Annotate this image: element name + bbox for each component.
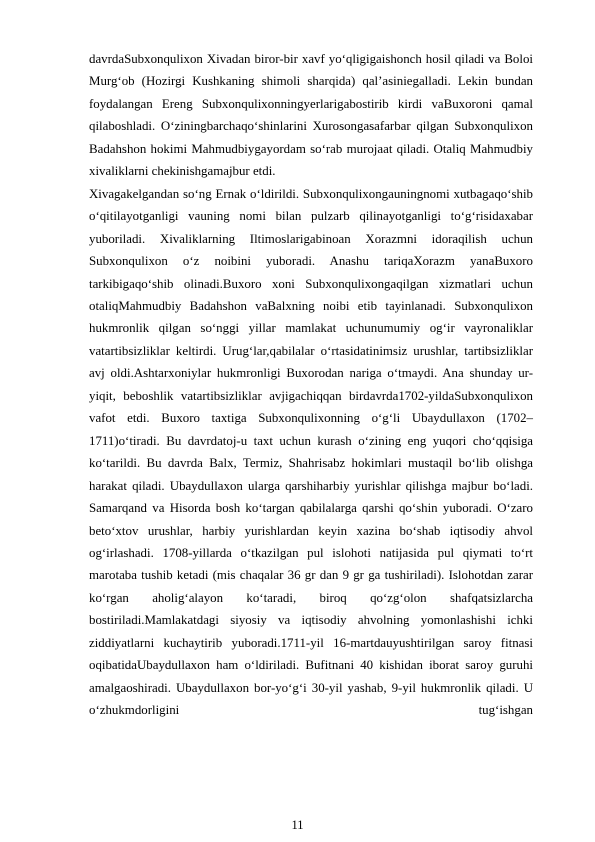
body-text [89,48,533,722]
paragraph: davrdaSubxonqulixon Xivadan biror-bir xavf yo‘qligigaishonch hosil qiladi va Boloi Murg‘ob (Hozirgi Kushkaning shimoli sharqida) qal’asiniegalladi. Lekin bundan foydalangan Ereng Subxonqulixonningyerlarigabostirib kirdi vaBuxoroni qamal qilaboshladi. O‘ziningbarchaqo‘shinlarini Xurosongasafarbar qilgan Subxonqulixon Badahshon hokimi Mahmudbiygayordam so‘rab murojaat qiladi. Otaliq Mahmudbiy xivaliklarni chekinishgamajbur etdi. [89,52,533,179]
paragraph: Xivagakelgandan so‘ng Ernak o‘ldirildi. Subxonqulixongauningnomi xutbagaqo‘shib o‘qitilayotganligi vauning nomi bilan pulzarb qilinayotganligi to‘g‘risidaxabar yuboriladi. Xivaliklarning Iltimoslarigabinoan Xorazmni idoraqilish uchun Subxonqulixon o‘z noibini yuboradi. Anashu tariqaXorazm yanaBuxoro tarkibigaqo‘shib olinadi.Buxoro xoni Subxonqulixongaqilgan xizmatlari uchun otaliqMahmudbiy Badahshon vaBalxning noibi etib tayinlanadi. Subxonqulixon hukmronlik qilgan so‘nggi yillar mamlakat uchunumumiy og‘ir vayronaliklar vatartibsizliklar keltirdi. Urug‘lar,qabilalar o‘rtasidatinimsiz urushlar, tartibsizliklar avj oldi.Ashtarxoniylar hukmronligi Buxorodan nariga o‘tmaydi. Ana shunday ur-yiqit, beboshlik vatartibsizliklar avjigachiqqan birdavrda1702-yildaSubxonqulixon vafot etdi. Buxoro taxtiga Subxonqulixonning o‘g‘li Ubaydullaxon (1702–1711)o‘tiradi. Bu davrdatoj-u taxt uchun kurash o‘zining eng yuqori cho‘qqisiga ko‘tarildi. Bu davrda Balx, Termiz, Shahrisabz hokimlari mustaqil bo‘lib olishga harakat qiladi. Ubaydullaxon ularga qarshiharbiy yurishlar qilishga majbur bo‘ladi. Samarqand va Hisorda bosh ko‘targan qabilalarga qarshi qo‘shin yuboradi. O‘zaro beto‘xtov urushlar, harbiy yurishlardan keyin xazina bo‘shab iqtisodiy ahvol og‘irlashadi. 1708-yillarda o‘tkazilgan pul islohoti natijasida pul qiymati to‘rt marotaba tushib ketadi (mis chaqalar 36 gr dan 9 gr ga tushiriladi). Islohotdan zarar ko‘rgan aholig‘alayon ko‘taradi, biroq qo‘zg‘olon shafqatsizlarcha bostiriladi.Mamlakatdagi siyosiy va iqtisodiy ahvolning yomonlashishi ichki ziddiyatlarni kuchaytirib yuboradi.1711-yil 16-martdauyushtirilgan saroy fitnasi oqibatidaUbaydullaxon ham o‘ldiriladi. Bufitnani 40 kishidan iborat saroy guruhi amalgaoshiradi. Ubaydullaxon bor-yo‘g‘i 30-yil yashab, 9-yil hukmronlik qiladi. U o‘zhukmdorligini tug‘ishgan [89,186,533,718]
page-number: 11 [291,818,304,832]
